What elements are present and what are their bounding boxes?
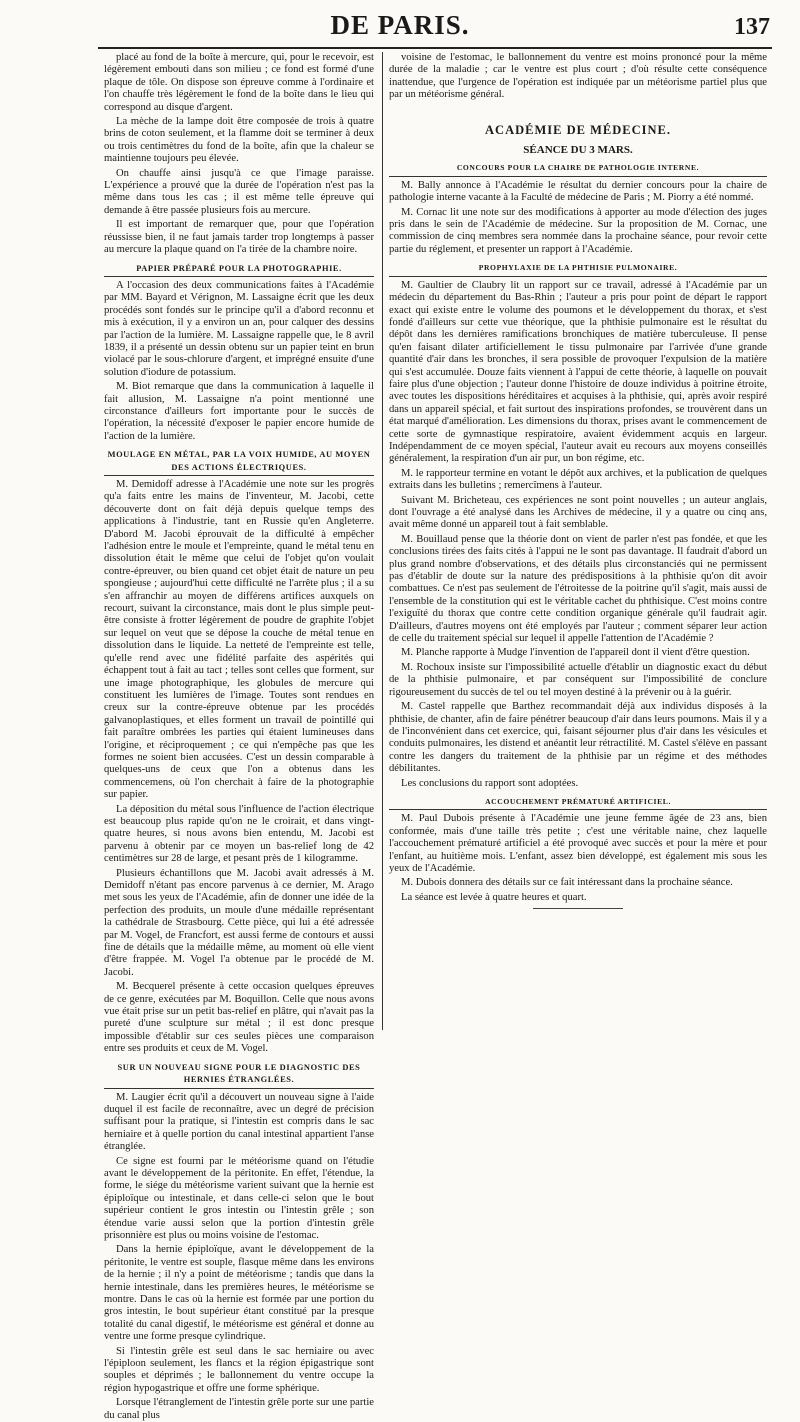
paragraph: placé au fond de la boîte à mercure, qui, pour le recevoir, est légèrement embouti dans son milieu ; ce fond est formé d'une plaque de tôle. On dispose son épreuve comme à l'ordinaire et l'on chauffe très légèrement le fond de la boîte dans le lieu qui correspond au disque d'argent. <box>104 52 374 113</box>
section-heading: CONCOURS POUR LA CHAIRE DE PATHOLOGIE INTERNE. <box>389 162 767 176</box>
masthead-title: DE PARIS. <box>330 10 470 40</box>
paragraph: La séance est levée à quatre heures et quart. <box>401 891 587 903</box>
paragraph: Si l'intestin grêle est seul dans le sac herniaire ou avec l'épiploon seulement, les flancs et la région épigastrique sont souples et déprimés ; le ballonnement du ventre occupe la région hypogastrique et offre une forme sphérique. <box>104 1345 374 1394</box>
section-heading: SUR UN NOUVEAU SIGNE POUR LE DIAGNOSTIC DES HERNIES ÉTRANGLÉES. <box>104 1062 374 1089</box>
left-column <box>104 52 374 1421</box>
section-heading: PROPHYLAXIE DE LA PHTHISIE PULMONAIRE. <box>389 262 767 276</box>
paragraph: M. Laugier écrit qu'il a découvert un nouveau signe à l'aide duquel il est facile de reconnaître, avec un degré de précision suffisant pour la pratique, si l'intestin est compris dans le sac herniaire et à quelle portion du canal intestinal appartient l'anse étranglée. <box>104 1091 374 1153</box>
paragraph: Ce signe est fourni par le météorisme quand on l'étudie avant le développement de la péritonite. En effet, l'étendue, la forme, le siége du météorisme varient suivant que la hernie est épiploïque ou intestinale, et dans celle-ci selon que le bout supérieur contient le gros intestin ou l'intestin grêle ; son étendue varie aussi selon que la portion d'intestin grêle prisonnière est plus ou moins voisine de l'estomac. <box>104 1155 374 1241</box>
section-heading: PAPIER PRÉPARÉ POUR LA PHOTOGRAPHIE. <box>104 263 374 277</box>
paragraph: M. Becquerel présente à cette occasion quelques épreuves de ce genre, exécutées par M. Boquillon. Celle que nous avons vue était prise sur un petit bas-relief en plâtre, qui n'avait pas la pureté d'une sculpture sur métal ; il est donc presque impossible d'établir sur ces seules pièces une comparaison entre ses produits et ceux de M. Vogel. <box>104 981 374 1055</box>
paragraph: Dans la hernie épiploïque, avant le développement de la péritonite, le ventre est souple, flasque même dans les environs de la hernie ; il n'y a point de météorisme ; tandis que dans la hernie intestinale, dans les premières heures, le météorisme se montre. Dans le cas où la hernie est formée par une portion du gros intestin, le bout supérieur étant constitué par la presque totalité du canal digestif, le météorisme est général et donne au ventre une forme presque cylindrique. <box>104 1244 374 1343</box>
header-rule <box>98 47 772 49</box>
paragraph: Lorsque l'étranglement de l'intestin grêle porte sur une partie du canal plus <box>104 1397 374 1421</box>
paragraph: M. Castel rappelle que Barthez recommandait déjà aux individus disposés à la phthisie, de chanter, afin de faire pénétrer beaucoup d'air dans leurs poumons. Mais il y a de l'inconvénient dans cet exercice, qui, faisant séjourner plus d'air dans les vésicules et conduits pulmonaires, les distend et anéantit leur rétractilité. M. Castel s'élève en passant contre les dangers du traitement de la phthisie par un régime et des méthodes débilitantes. <box>389 701 767 775</box>
paragraph: M. Dubois donnera des détails sur ce fait intéressant dans la prochaine séance. <box>401 877 733 889</box>
paragraph: M. Gaultier de Claubry lit un rapport sur ce travail, adressé à l'Académie par un médecin du département du Bas-Rhin ; l'auteur a pris pour point de départ le rapport exact qui existe entre le volume des poumons et le développement du thorax, et s'est fondé d'ailleurs sur cette vue théorique, que la phthisie pulmonaire est le résultat du dépôt dans les dernières ramifications bronchiques de matière tuberculeuse. Il pense qu'en faisant dilater artificiellement le tissu pulmonaire par l'arrivée d'une grande quantité d'air dans les bronches, il sera possible de provoquer l'expulsion de la matière qui s'est accumulée. Douze faits viennent à l'appui de cette théorie, à laquelle on pouvait faire plus d'une objection ; l'auteur donne l'histoire de douze individus à poitrine étroite, avec toutes les dispositions héréditaires et acquises à la phthisie, qui, après avoir respiré dans un appareil spécial, et fait surtout des inspirations profondes, se trouvèrent dans un état marqué d'amélioration. Les dimensions du thorax, prises avant le commencement de cette sorte de gymnastique respiratoire, avaient évidemment acquis en largeur. Indépendamment de ce moyen spécial, l'auteur avait eu recours aux moyens conseillés généralement, la respiration d'un air pur, un bon régime, etc. <box>389 279 767 465</box>
paragraph: voisine de l'estomac, le ballonnement du ventre est moins prononcé pour la même durée de la maladie ; car le ventre est plus court ; d'où résulte cette conséquence inattendue, que l'urgence de l'opération est indiquée par un météorisme partiel plus que par un météorisme général. <box>389 52 767 101</box>
paragraph: M. Bouillaud pense que la théorie dont on vient de parler n'est pas fondée, et que les conclusions tirées des faits cités à l'appui ne le sont pas davantage. Il faudrait d'abord un plus grand nombre d'observations, et des détails plus circonstanciés qui ne permissent pas d'établir de doute sur la nature des prédispositions à la phthisie qu'on dit avoir combattues. Ce n'est pas seulement de l'étroitesse de la poitrine qu'il s'agit, mais aussi de l'ensemble de la constitution qui est le véritable cachet du phthisique. C'est moins contre l'exiguïté du thorax que contre cette condition organique générale qu'il faudrait agir. D'ailleurs, d'autres moyens ont été employés par l'auteur ; comment séparer leur action de celle du traitement spécial sur lequel il appelle l'attention de l'Académie ? <box>389 533 767 645</box>
column-divider <box>382 52 383 1030</box>
paragraph: M. Planche rapporte à Mudge l'invention de l'appareil dont il vient d'être question. <box>401 647 750 659</box>
paragraph: Les conclusions du rapport sont adoptées. <box>401 777 579 789</box>
paragraph: A l'occasion des deux communications faites à l'Académie par MM. Bayard et Vérignon, M. Lassaigne écrit que les deux procédés sont fondés sur le principe qu'il a d'abord reconnu et mis à exécution, il y a environ un an, pour calquer des dessins par l'action de la lumière. M. Lassaigne rappelle que, le 8 avril 1839, il a présenté un dessin obtenu sur un papier teint en brun violacé par le sous-chlorure d'argent, et imprégné ensuite d'une solution d'iodure de potassium. <box>104 279 374 378</box>
paragraph: M. Demidoff adresse à l'Académie une note sur les progrès qu'a faits entre les mains de l'inventeur, M. Jacobi, cette découverte dont on fait déjà depuis quelque temps des applications à l'industrie, tant en Russie qu'en Angleterre. D'abord M. Jacobi éprouvait de la difficulté à empêcher l'adhésion entre le moule et l'empreinte, quand le métal tenu en dissolution était le même que celui de l'objet qu'on voulait contre-épreuver, ou bien quand cet objet était de nature un peu spongieuse ; aujourd'hui cette difficulté ne l'arrête plus ; il a su s'en affranchir au moyen de différens artifices auxquels on recourt, suivant la circonstance, mais dont le plus simple peut-être consiste à frotter légèrement de poudre de graphite l'objet sur lequel on veut que se dépose la couche de métal tenue en dissolution dans le liquide. La netteté de l'empreinte est telle, qu'elle rend avec une fidélité parfaite des aspérités qui échappent tout à fait au tact ; telles sont celles que forment, sur une image photographique, les globules de mercure qui constituent les lumières de l'image. Toutes sont rendues en creux sur la contre-épreuve obtenue par les procédés galvanoplastiques, et elles forment un travail de pointillé qui fait paraître ombrées les parties qui étaient lumineuses dans l'origine, et réciproquement ; ce qui n'empêche pas que les formes ne soient bien accusées. C'est un dessin comparable à quelques-uns de ceux que l'on a obtenus dans les commencemens, où l'on cherchait à faire de la photographie sur papier. <box>104 479 374 801</box>
session-date: SÉANCE DU 3 MARS. <box>523 144 633 157</box>
paragraph: Il est important de remarquer que, pour que l'opération réussisse bien, il ne faut jamais tarder trop longtemps à passer au mercure la plaque quand on l'a tirée de la chambre noire. <box>104 219 374 256</box>
paragraph: M. Biot remarque que dans la communication à laquelle il fait allusion, M. Lassaigne n'a point mentionné une circonstance d'ailleurs fort importante pour le succès de l'opération, la nécessité d'exposer le papier encore humide de l'action de la lumière. <box>104 381 374 442</box>
closing-rule <box>533 908 623 909</box>
section-heading: MOULAGE EN MÉTAL, PAR LA VOIX HUMIDE, AU MOYEN DES ACTIONS ÉLECTRIQUES. <box>104 449 374 476</box>
paragraph: Suivant M. Bricheteau, ces expériences ne sont point nouvelles ; un auteur anglais, dont l'ouvrage a été analysé dans les Archives de médecine, il y a quatre ou cinq ans, avait même donné un appareil tout à fait semblable. <box>389 494 767 531</box>
paragraph: La déposition du métal sous l'influence de l'action électrique est beaucoup plus rapide qu'on ne le croirait, et dans vingt-quatre heures, si nous avons bien entendu, M. Jacobi est parvenu à obtenir par ce moyen un bas-relief long de 42 centimètres sur 28 de large, et pesant près de 1 kilogramme. <box>104 803 374 865</box>
section-title: ACADÉMIE DE MÉDECINE. <box>485 122 671 137</box>
paragraph: La mèche de la lampe doit être composée de trois à quatre brins de coton seulement, et la flamme doit se terminer à deux ou trois centimètres du fond de la boîte, afin que la chaleur se maintienne toujours peu élevée. <box>104 116 374 165</box>
page-number: 137 <box>734 14 770 40</box>
right-column <box>389 52 767 1034</box>
paragraph: M. Bally annonce à l'Académie le résultat du dernier concours pour la chaire de pathologie interne vacante à la Faculté de médecine de Paris ; M. Piorry a été nommé. <box>389 179 767 204</box>
section-heading: ACCOUCHEMENT PRÉMATURÉ ARTIFICIEL. <box>389 796 767 810</box>
page-header <box>0 0 800 52</box>
paragraph: Plusieurs échantillons que M. Jacobi avait adressés à M. Demidoff n'étant pas encore parvenus à ce dernier, M. Arago met sous les yeux de l'Académie, afin de donner une idée de la perfection des produits, un moule d'une médaille représentant la cathédrale de Strasbourg. Cette pièce, qui lui a été adressée par M. Vogel, de Francfort, est aussi ferme de contours et aussi fine de détails que la médaille même, au moment où elle vient d'être frappée. M. Vogel l'a obtenue par le procédé de M. Jacobi. <box>104 867 374 978</box>
paragraph: M. le rapporteur termine en votant le dépôt aux archives, et la publication de quelques extraits dans les bulletins ; remercîmens à l'auteur. <box>389 467 767 492</box>
paragraph: M. Paul Dubois présente à l'Académie une jeune femme âgée de 23 ans, bien conformée, mais d'une taille très petite ; c'est une véritable naine, chez laquelle l'accouchement prématuré artificiel a été provoqué avec succès et pour la mère et pour l'enfant, au huitième mois. L'enfant, assez bien développé, est également mis sous les yeux de l'Académie. <box>389 813 767 874</box>
paragraph: On chauffe ainsi jusqu'à ce que l'image paraisse. L'expérience a prouvé que la durée de l'opération n'est pas la même dans tous les cas ; il est même telle épreuve qui demande à être passée plusieurs fois au mercure. <box>104 167 374 216</box>
paragraph: M. Cornac lit une note sur des modifications à apporter au mode d'élection des juges pris dans le sein de l'Académie de médecine. Sur la proposition de M. Cornac, une commission de cinq membres sera nommée dans la prochaine séance, pour revoir cette partie du réglement, et presenter un rapport à l'Académie. <box>389 206 767 255</box>
paragraph: M. Rochoux insiste sur l'impossibilité actuelle d'établir un diagnostic exact du début de la phthisie pulmonaire, et par conséquent sur l'impossibilité de conclure rigoureusement du succès de tel ou tel moyen destiné à la prévenir ou à la guérir. <box>389 661 767 698</box>
